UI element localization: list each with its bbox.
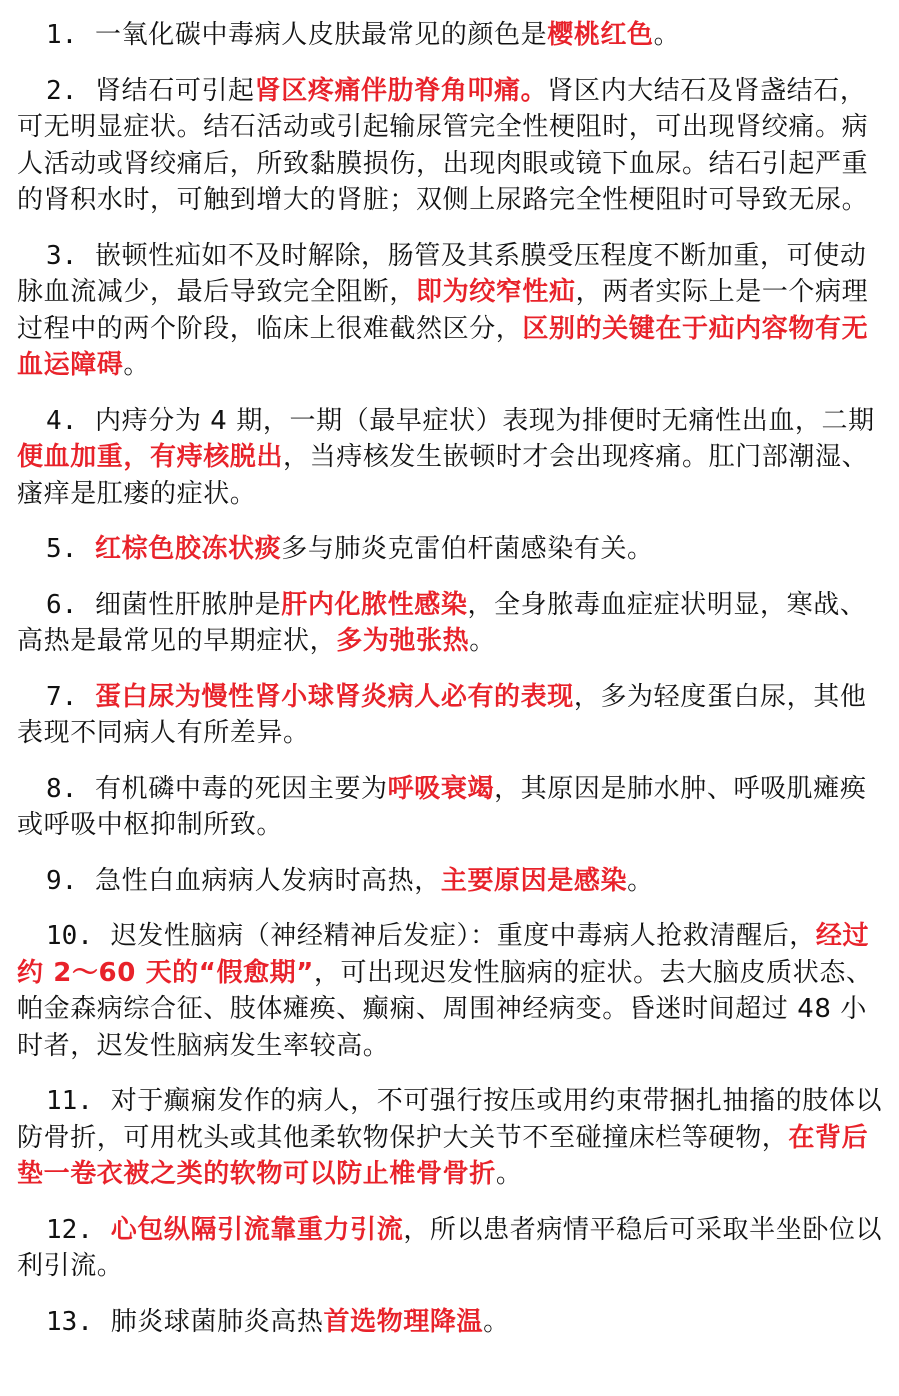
list-item	[17, 1212, 883, 1285]
highlighted-key-point: 多为弛张热	[336, 626, 470, 656]
item-number: 3.	[46, 240, 78, 271]
item-text: 。	[483, 1306, 510, 1337]
item-text: 嵌顿性疝如不及时解除，肠管及其系膜受压程度不断加重，可使动脉血流减少，最后导致完全阻断，	[17, 240, 867, 307]
item-text: ，两者实际上是一个病理过程中的两个阶段，临床上很难截然区分，	[17, 277, 869, 344]
item-text: 。	[495, 1159, 523, 1189]
list-item	[17, 679, 883, 752]
item-text: 肺炎球菌肺炎高热	[110, 1306, 324, 1337]
item-text: ，其原因是肺水肿、呼吸肌瘫痪或呼吸中枢抑制所致。	[17, 773, 867, 840]
item-text: 一氧化碳中毒病人皮肤最常见的颜色是	[95, 20, 548, 50]
highlighted-key-point: 肝内化脓性感染	[281, 589, 468, 620]
item-text: 对于癫痫发作的病人，不可强行按压或用约束带捆扎抽搐的肢体以防骨折，可用枕头或其他柔软物保护大关节不至碰撞床栏等硬物，	[17, 1086, 883, 1153]
list-item	[17, 1304, 883, 1341]
highlighted-key-point: 在背后垫一卷衣被之类的软物可以防止椎骨骨折	[17, 1122, 869, 1189]
highlighted-key-point: 樱桃红色	[547, 20, 654, 50]
highlighted-key-point: 经过约 2～60 天的“假愈期”	[17, 921, 870, 988]
item-number: 4.	[46, 405, 78, 436]
item-number: 7.	[46, 681, 78, 712]
highlighted-key-point: 首选物理降温	[323, 1306, 484, 1337]
item-text: 有机磷中毒的死因主要为	[95, 773, 388, 804]
list-item	[17, 531, 883, 568]
item-text: 。	[627, 865, 654, 896]
highlighted-key-point: 红棕色胶冻状痰	[95, 534, 282, 564]
list-item	[17, 863, 883, 900]
item-text: 。	[469, 626, 496, 656]
item-text: 急性白血病病人发病时高热，	[95, 865, 441, 896]
list-item	[17, 587, 883, 660]
item-text: ，所以患者病情平稳后可采取半坐卧位以利引流。	[17, 1214, 883, 1281]
item-number: 13.	[46, 1306, 93, 1337]
list-item	[17, 1083, 883, 1193]
item-number: 12.	[46, 1214, 93, 1245]
highlighted-key-point: 呼吸衰竭	[387, 773, 495, 804]
item-text: 多与肺炎克雷伯杆菌感染有关。	[281, 534, 654, 564]
highlighted-key-point: 心包纵隔引流靠重力引流	[110, 1214, 404, 1245]
item-number: 5.	[46, 534, 78, 564]
item-text: ，多为轻度蛋白尿，其他表现不同病人有所差异。	[17, 681, 867, 748]
item-text: 。	[653, 20, 681, 50]
list-item	[17, 403, 883, 513]
item-text: 肾结石可引起	[95, 75, 255, 106]
item-number: 8.	[46, 773, 78, 804]
item-number: 11.	[46, 1086, 93, 1116]
highlighted-key-point: 便血加重，有痔核脱出	[17, 442, 284, 472]
item-number: 9.	[46, 865, 78, 896]
item-text: ，全身脓毒血症症状明显，寒战、高热是最常见的早期症状，	[17, 589, 867, 656]
highlighted-key-point: 肾区疼痛伴肋脊角叩痛。	[254, 75, 548, 106]
highlighted-key-point: 蛋白尿为慢性肾小球肾炎病人必有的表现	[95, 681, 574, 712]
item-number: 2.	[46, 75, 78, 106]
list-item	[17, 73, 883, 219]
item-text: 迟发性脑病（神经精神后发症）：重度中毒病人抢救清醒后，	[110, 921, 816, 951]
list-item	[17, 17, 883, 54]
highlighted-key-point: 区别的关键在于疝内容物有无血运障碍	[17, 313, 869, 380]
item-number: 6.	[46, 589, 78, 620]
list-item	[17, 918, 883, 1064]
item-text: ，当痔核发生嵌顿时才会出现疼痛。肛门部潮湿、瘙痒是肛瘘的症状。	[17, 442, 869, 509]
item-number: 10.	[46, 921, 93, 951]
item-text: 。	[123, 350, 151, 380]
item-text: 内痔分为 4 期，一期（最早症状）表现为排便时无痛性出血，二期	[95, 405, 875, 436]
item-text: ，可出现迟发性脑病的症状。去大脑皮质状态、帕金森病综合征、肢体瘫痪、癫痫、周围神经病变。昏迷时间超过 48 小时者，迟发性脑病发生率较高。	[17, 957, 873, 1061]
item-number: 1.	[46, 20, 78, 50]
item-text: 肾区内大结石及肾盏结石，可无明显症状。结石活动或引起输尿管完全性梗阻时，可出现肾绞痛。病人活动或肾绞痛后，所致黏膜损伤，出现肉眼或镜下血尿。结石引起严重的肾积水时，可触到增大的肾脏；双侧上尿路完全性梗阻时可导致无尿。	[17, 75, 869, 215]
list-item	[17, 771, 883, 844]
item-text: 细菌性肝脓肿是	[95, 589, 282, 620]
list-item	[17, 238, 883, 384]
highlighted-key-point: 主要原因是感染	[440, 865, 628, 896]
highlighted-key-point: 即为绞窄性疝	[416, 277, 576, 307]
